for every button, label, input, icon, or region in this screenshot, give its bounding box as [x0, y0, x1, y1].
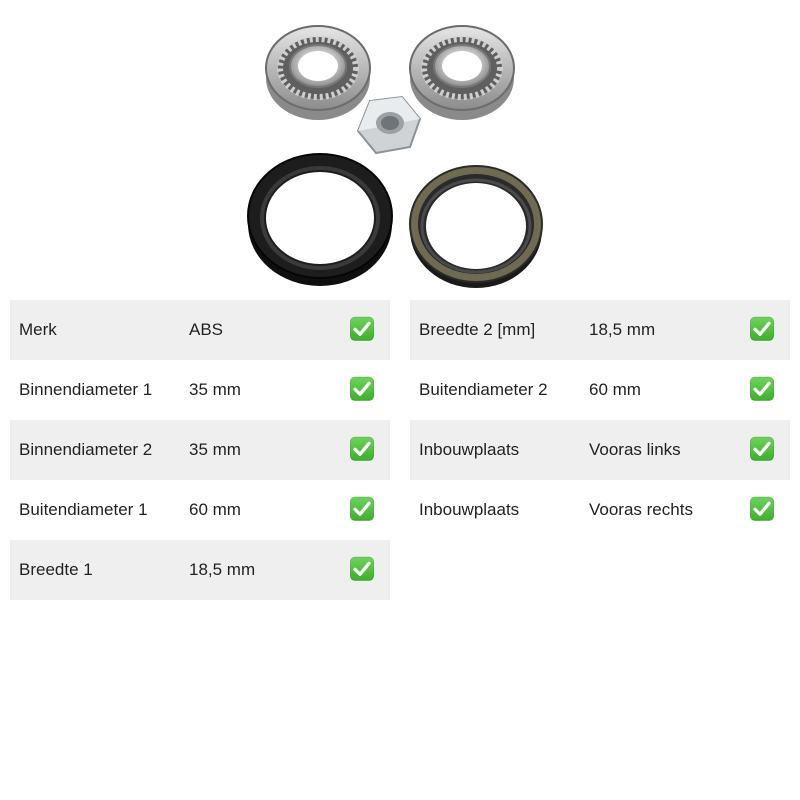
spec-label: Breedte 2 [mm] [419, 320, 536, 339]
bearing-right [410, 26, 514, 120]
product-image [240, 10, 560, 290]
spec-label: Inbouwplaats [419, 500, 520, 519]
spec-row-buitendiameter-1 [10, 480, 390, 540]
spec-row-buitendiameter-2 [410, 360, 790, 420]
spec-label: Binnendiameter 2 [19, 440, 153, 459]
spec-label: Inbouwplaats [419, 440, 520, 459]
seal-right [410, 166, 542, 288]
spec-value: 35 mm [189, 380, 241, 399]
spec-row-breedte-1 [10, 540, 390, 600]
check-icon [750, 497, 774, 521]
spec-value: 35 mm [189, 440, 241, 459]
check-icon [750, 317, 774, 341]
spec-value: Vooras links [589, 440, 681, 459]
spec-row-merk [10, 300, 390, 360]
spec-row-binnendiameter-2 [10, 420, 390, 480]
check-icon [350, 497, 374, 521]
spec-value: 18,5 mm [189, 560, 256, 579]
spec-row-binnendiameter-1 [10, 360, 390, 420]
bearing-left [266, 26, 370, 120]
spec-label: Binnendiameter 1 [19, 380, 153, 399]
spec-label: Buitendiameter 2 [419, 380, 548, 399]
seal-left [248, 154, 392, 286]
spec-value: 60 mm [589, 380, 641, 399]
spec-value: ABS [189, 320, 224, 339]
check-icon [350, 557, 374, 581]
spec-row-inbouwplaats-links [410, 420, 790, 480]
spec-value: 18,5 mm [589, 320, 656, 339]
check-icon [350, 317, 374, 341]
wheel-bearing-kit-image [240, 10, 560, 290]
spec-row-breedte-2 [410, 300, 790, 360]
spec-value: Vooras rechts [589, 500, 693, 519]
check-icon [750, 437, 774, 461]
spec-label: Merk [19, 320, 57, 339]
spec-table-right [410, 300, 790, 540]
spec-table-left [10, 300, 390, 600]
check-icon [350, 437, 374, 461]
hex-nut [358, 97, 420, 153]
check-icon [750, 377, 774, 401]
spec-row-inbouwplaats-rechts [410, 480, 790, 540]
spec-value: 60 mm [189, 500, 241, 519]
spec-label: Breedte 1 [19, 560, 93, 579]
spec-label: Buitendiameter 1 [19, 500, 148, 519]
check-icon [350, 377, 374, 401]
